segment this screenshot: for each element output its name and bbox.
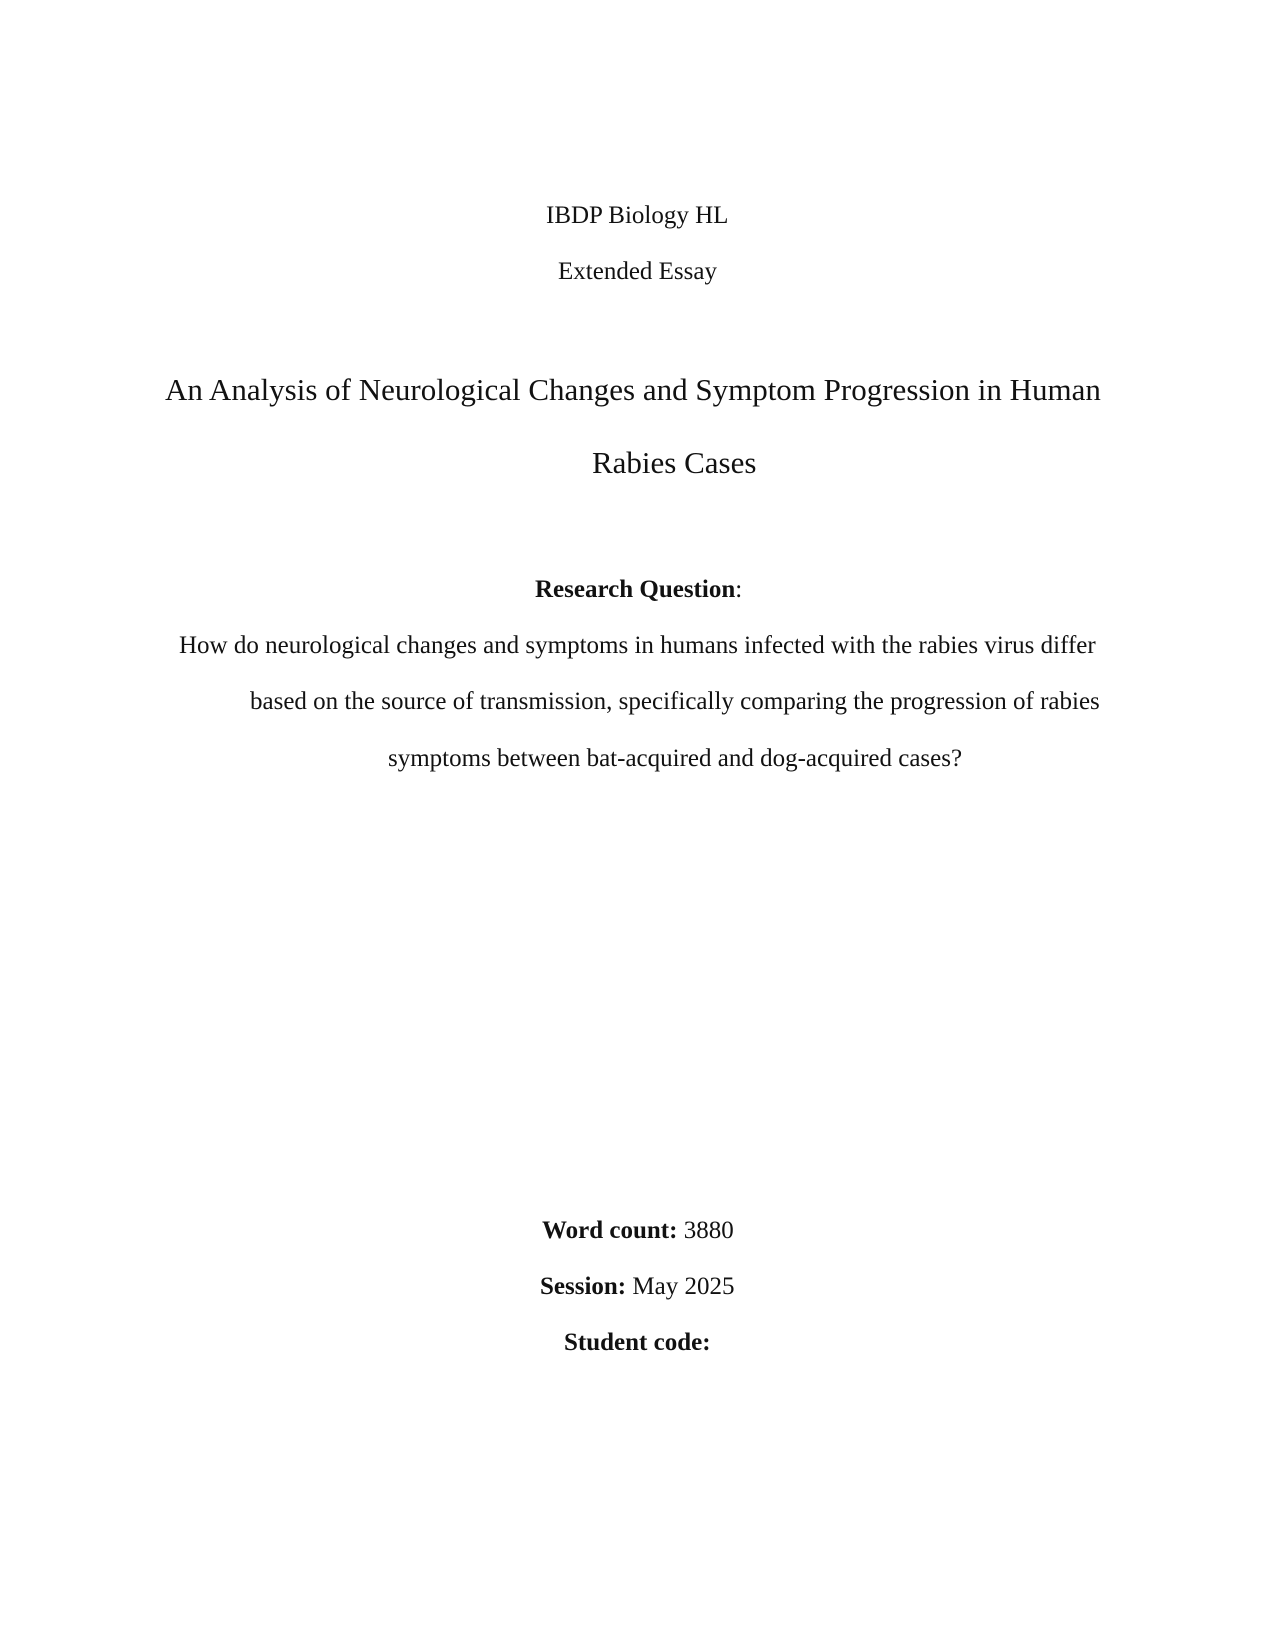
research-question-line-3: symptoms between bat-acquired and dog-acquired cases? bbox=[388, 745, 963, 772]
essay-title-line-1: An Analysis of Neurological Changes and Symptom Progression in Human bbox=[165, 372, 1101, 407]
session-label: Session: bbox=[540, 1273, 627, 1300]
research-question-label: Research Question bbox=[535, 576, 736, 603]
research-question-line-1: How do neurological changes and symptoms in humans infected with the rabies virus differ bbox=[179, 632, 1096, 659]
session-value: May 2025 bbox=[632, 1273, 735, 1300]
word-count-value: 3880 bbox=[683, 1217, 734, 1244]
student-code-label: Student code: bbox=[564, 1329, 711, 1356]
session bbox=[540, 1274, 734, 1299]
word-count-label: Word count: bbox=[542, 1217, 678, 1244]
essay-title-line-2: Rabies Cases bbox=[592, 445, 757, 480]
word-count bbox=[542, 1218, 734, 1243]
research-question-colon: : bbox=[735, 576, 743, 603]
student-code bbox=[564, 1330, 711, 1355]
essay-type: Extended Essay bbox=[558, 258, 717, 285]
course-name: IBDP Biology HL bbox=[546, 202, 729, 229]
research-question-line-2: based on the source of transmission, specifically comparing the progression of rabies bbox=[250, 688, 1100, 715]
research-question-heading bbox=[535, 577, 742, 602]
